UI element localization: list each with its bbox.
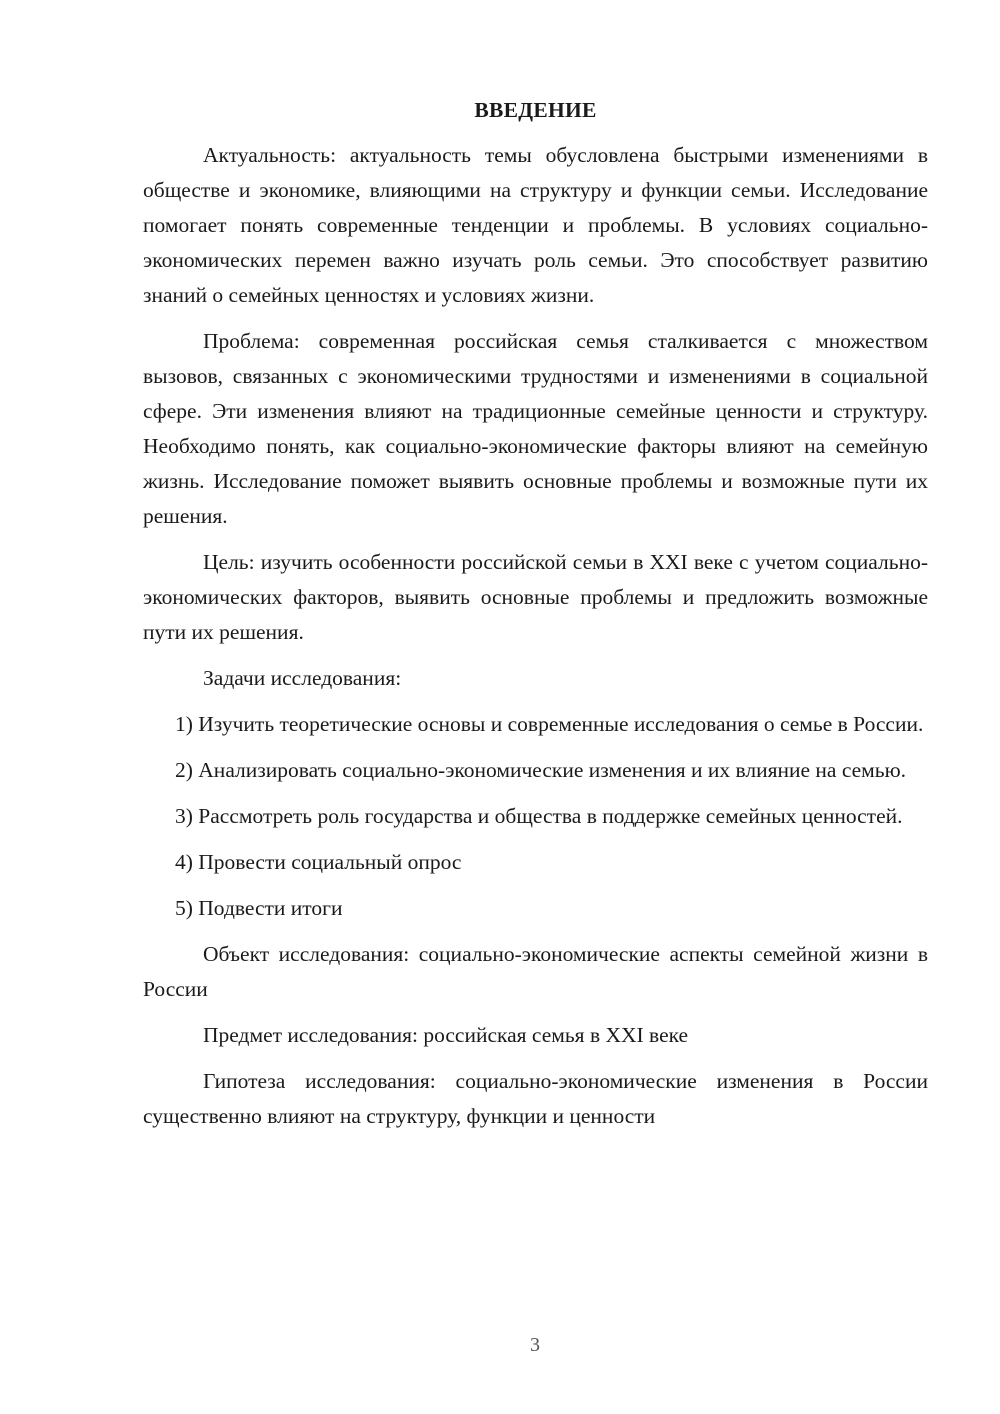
task-item: 2) Анализировать социально-экономические изменения и их влияние на семью. (175, 758, 907, 782)
task-item: 3) Рассмотреть роль государства и общества в поддержке семейных ценностей. (175, 804, 903, 828)
relevance-paragraph: Актуальность: актуальность темы обусловлена быстрыми изменениями в обществе и экономике, влияющими на структуру и функции семьи. Исследование помогает понять современные тенденции и проблемы. В условиях социально-экономических перемен важно изучать роль семьи. Это способствует развитию знаний о семейных ценностях и условиях жизни. (143, 143, 928, 307)
page-number: 3 (530, 1334, 540, 1356)
goal-paragraph: Цель: изучить особенности российской семьи в XXI веке с учетом социально-экономических факторов, выявить основные проблемы и предложить возможные пути их решения. (143, 550, 928, 644)
task-item: 1) Изучить теоретические основы и современные исследования о семье в России. (175, 712, 924, 736)
problem-paragraph: Проблема: современная российская семья сталкивается с множеством вызовов, связанных с экономическими трудностями и изменениями в социальной сфере. Эти изменения влияют на традиционные семейные ценности и структуру. Необходимо понять, как социально-экономические факторы влияют на семейную жизнь. Исследование поможет выявить основные проблемы и возможные пути их решения. (143, 329, 928, 528)
tasks-heading: Задачи исследования: (203, 666, 402, 690)
hypothesis-paragraph: Гипотеза исследования: социально-экономические изменения в России существенно влияют на структуру, функции и ценности (143, 1069, 928, 1128)
document-page (143, 92, 928, 1145)
page-title: ВВЕДЕНИЕ (474, 98, 597, 122)
subject-paragraph: Предмет исследования: российская семья в XXI веке (203, 1023, 689, 1047)
object-paragraph: Объект исследования: социально-экономические аспекты семейной жизни в России (143, 942, 928, 1001)
task-item: 5) Подвести итоги (175, 896, 343, 920)
task-item: 4) Провести социальный опрос (175, 850, 462, 874)
